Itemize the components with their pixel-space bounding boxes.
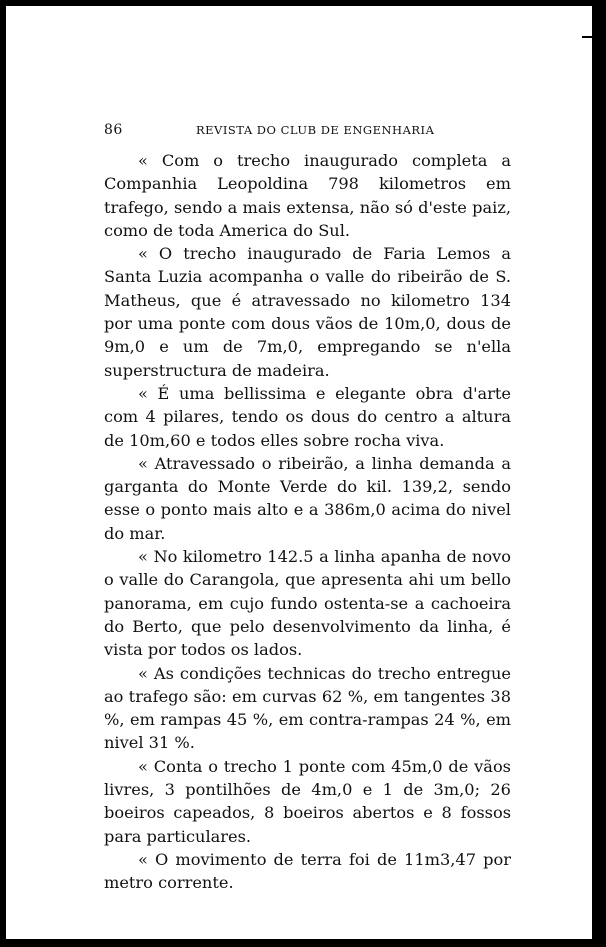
paragraph-3: « É uma bellissima e elegante obra d'arte com 4 pilares, tendo os dous do centro a altura de 10m,60 e todos elles sobre rocha viva. <box>104 383 511 450</box>
paragraph-5: « No kilometro 142.5 a linha apanha de novo o valle do Carangola, que apresenta ahi um bello panorama, em cujo fundo ostenta-se a cachoeira do Berto, que pelo desenvolvimento da linha, é vista por todos os lados. <box>104 547 511 660</box>
paragraph-4: « Atravessado o ribeirão, a linha demanda a garganta do Monte Verde do kil. 139,2, sendo esse o ponto mais alto e a 386m,0 acima do nivel do mar. <box>104 453 511 543</box>
book-page <box>6 6 592 939</box>
paragraph-1: « Com o trecho inaugurado completa a Companhia Leopoldina 798 kilometros em trafego, sendo a mais extensa, não só d'este paiz, como de toda America do Sul. <box>104 151 511 240</box>
paragraph-7: « Conta o trecho 1 ponte com 45m,0 de vãos livres, 3 pontilhões de 4m,0 e 1 de 3m,0; 26 boeiros capeados, 8 boeiros abertos e 8 fossos para particulares. <box>104 756 511 846</box>
edge-mark <box>582 36 596 38</box>
paragraph-2: « O trecho inaugurado de Faria Lemos a Santa Luzia acompanha o valle do ribeirão de S. Matheus, que é atravessado no kilometro 134 por uma ponte com dous vãos de 10m,0, dous de 9m,0 e um de 7m,0, empregando se n'ella superstructura de madeira. <box>104 244 511 380</box>
paragraph-8: « O movimento de terra foi de 11m3,47 por metro corrente. <box>104 849 511 893</box>
running-title: REVISTA DO CLUB DE ENGENHARIA <box>196 123 435 137</box>
paragraph-6: « As condições technicas do trecho entregue ao trafego são: em curvas 62 %, em tangentes 38 %, em rampas 45 %, em contra-rampas 24 %, em nivel 31 %. <box>104 663 511 753</box>
page-number: 86 <box>104 122 123 138</box>
page-body <box>104 149 511 895</box>
